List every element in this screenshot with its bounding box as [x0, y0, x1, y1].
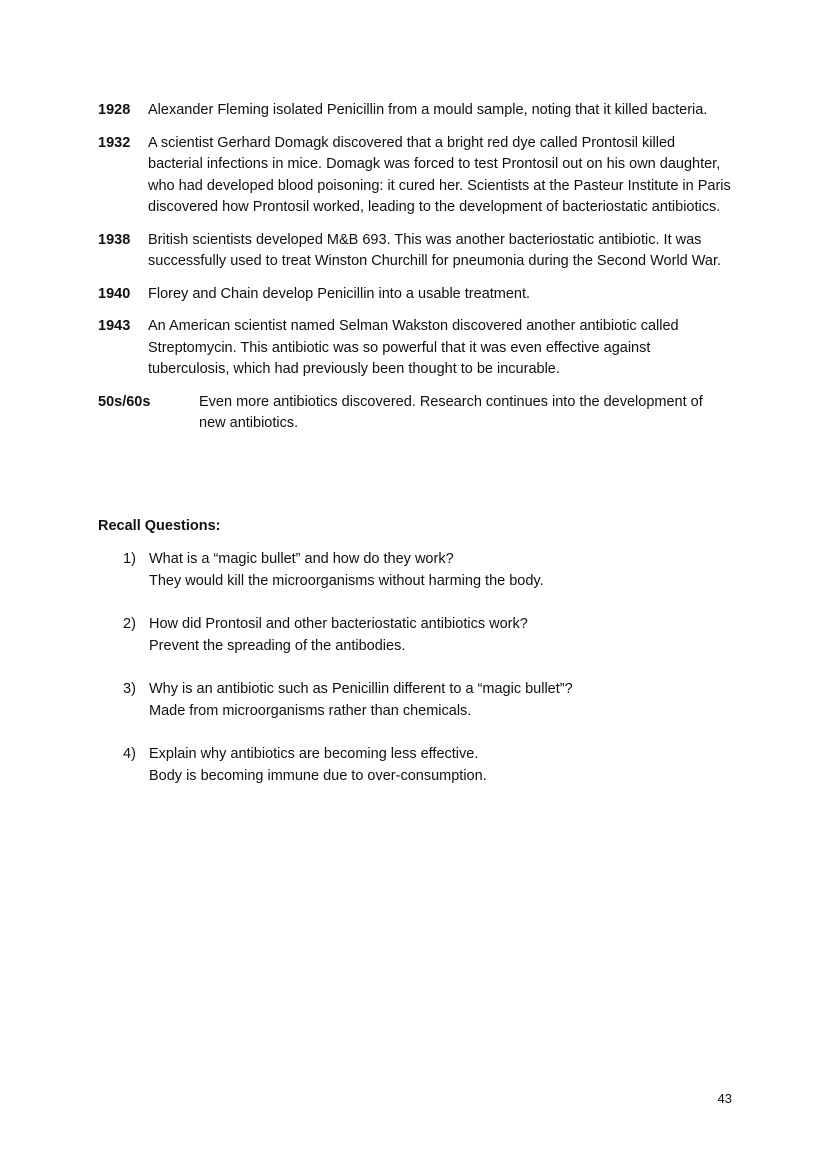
- question-number: 4): [123, 746, 136, 762]
- recall-questions-list: [123, 549, 723, 809]
- question-item: [123, 744, 723, 787]
- answer-text: They would kill the microorganisms without harming the body.: [149, 572, 544, 589]
- timeline-text: Even more antibiotics discovered. Research continues into the development of new antibiotics.: [199, 393, 703, 431]
- timeline-entry: [98, 316, 738, 381]
- question-text: What is a “magic bullet” and how do they work?: [149, 551, 454, 567]
- timeline-year: 1938: [98, 231, 131, 248]
- timeline-year: 50s/60s: [98, 393, 151, 410]
- timeline-text: Alexander Fleming isolated Penicillin from a mould sample, noting that it killed bacteria.: [148, 102, 708, 118]
- timeline-entry: [98, 392, 738, 435]
- answer-text: Body is becoming immune due to over-consumption.: [149, 767, 487, 784]
- timeline: [98, 100, 738, 446]
- question-number: 2): [123, 616, 136, 632]
- timeline-year: 1940: [98, 285, 131, 302]
- answer-text: Made from microorganisms rather than chemicals.: [149, 702, 472, 719]
- question-number: 3): [123, 681, 136, 697]
- timeline-entry: [98, 100, 738, 122]
- question-item: [123, 679, 723, 722]
- timeline-entry: [98, 133, 738, 219]
- timeline-entry: [98, 230, 738, 273]
- timeline-year: 1932: [98, 134, 131, 151]
- timeline-year: 1943: [98, 318, 131, 334]
- question-text: Explain why antibiotics are becoming less effective.: [149, 746, 479, 762]
- answer-text: Prevent the spreading of the antibodies.: [149, 637, 406, 654]
- timeline-text: British scientists developed M&B 693. This was another bacteriostatic antibiotic. It was successfully used to treat Winston Churchill for pneumonia during the Second World War.: [148, 231, 722, 269]
- timeline-text: A scientist Gerhard Domagk discovered that a bright red dye called Prontosil killed bacterial infections in mice. Domagk was forced to test Prontosil out on his own daughter, who had developed blood poisoning: it cured her. Scientists at the Pasteur Institute in Paris discovered how Prontosil worked, leading to the development of bacteriostatic antibiotics.: [148, 134, 731, 215]
- question-text: Why is an antibiotic such as Penicillin different to a “magic bullet”?: [149, 681, 573, 697]
- timeline-entry: [98, 284, 738, 306]
- timeline-text: Florey and Chain develop Penicillin into a usable treatment.: [148, 285, 531, 302]
- question-number: 1): [123, 551, 136, 567]
- recall-questions-heading: Recall Questions:: [98, 518, 221, 534]
- question-item: [123, 549, 723, 592]
- page-number: 43: [717, 1091, 732, 1106]
- timeline-year: 1928: [98, 102, 131, 118]
- timeline-text: An American scientist named Selman Wakston discovered another antibiotic called Streptomycin. This antibiotic was so powerful that it was even effective against tuberculosis, which had previously been thought to be incurable.: [148, 318, 679, 377]
- question-item: [123, 614, 723, 657]
- question-text: How did Prontosil and other bacteriostatic antibiotics work?: [149, 616, 528, 632]
